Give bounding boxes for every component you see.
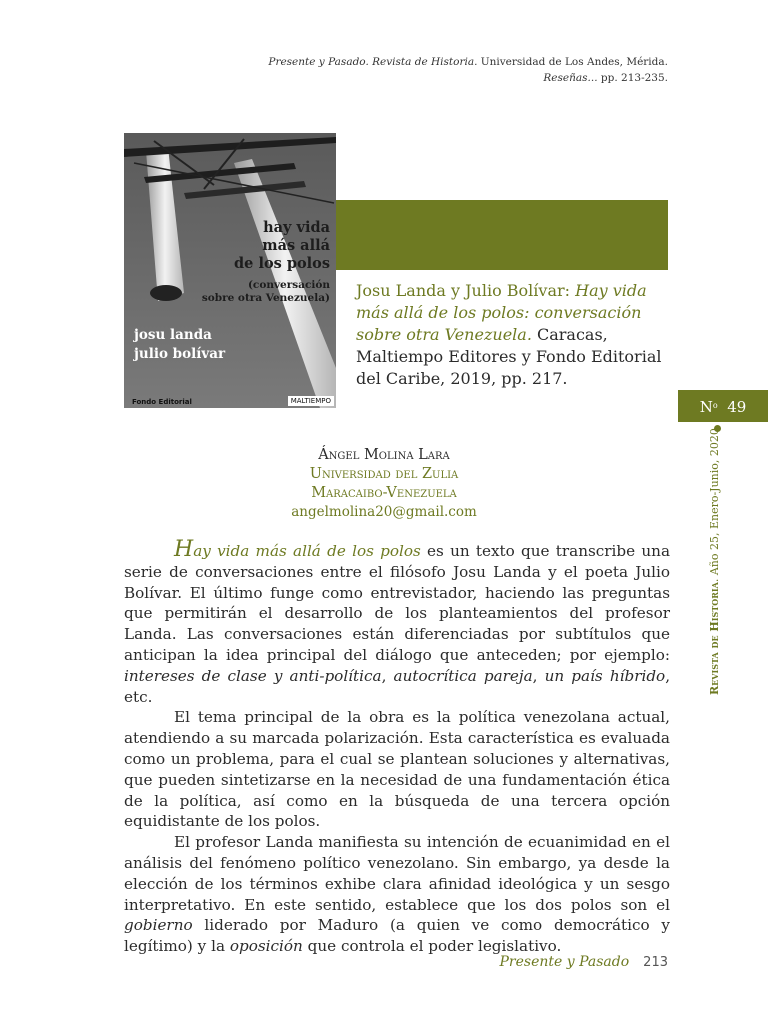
header-pages: pp. 213-235. bbox=[600, 72, 668, 84]
review-body bbox=[124, 537, 671, 957]
footer-journal: Presente y Pasado bbox=[499, 954, 630, 970]
side-journal-label bbox=[700, 428, 730, 695]
citation-details: Caracas, Maltiempo Editores y Fondo Editorial del Caribe, 2019, pp. 217. bbox=[356, 325, 662, 388]
cover-authors: josu landa julio bolívar bbox=[134, 327, 226, 362]
header-section: Reseñas... bbox=[543, 72, 598, 84]
reviewer-location: Maracaibo-Venezuela bbox=[311, 485, 457, 501]
citation-authors: Josu Landa y Julio Bolívar: bbox=[356, 281, 571, 300]
paragraph-2: El tema principal de la obra es la política venezolana actual, atendiendo a su marcada polarización. Esta característica es evaluada como un problema, para el cual se plantean soluciones y alternativas, que pueden sintetizarse en la necesidad de una fundamentación ética de la política, así como en la búsqueda de una tercera opción equidistante de los polos. bbox=[124, 708, 670, 831]
reviewer-affiliation: Universidad del Zulia bbox=[309, 466, 459, 482]
header-institution: Universidad de Los Andes, Mérida. bbox=[480, 56, 668, 68]
olive-banner bbox=[336, 200, 668, 270]
cover-publisher-logo: MALTIEMPO bbox=[288, 396, 334, 406]
running-header bbox=[268, 54, 668, 86]
reviewer-email[interactable]: angelmolina20@gmail.com bbox=[291, 504, 477, 520]
header-journal: Presente y Pasado. Revista de Historia. bbox=[268, 56, 478, 68]
page-number: 213 bbox=[643, 955, 668, 970]
issue-number: 49 bbox=[727, 398, 747, 416]
paragraph-3: El profesor Landa manifiesta su intención de ecuanimidad en el análisis del fenómeno político venezolano. Sin embargo, ya desde la elección de los términos exhibe clara afinidad ideológica y un sesgo interpretativo. En este sentido, establece que los dos polos son el gobierno liderado por Maduro (a quien ve como democrático y legítimo) y la oposición que controla el poder legislativo. bbox=[124, 833, 670, 956]
book-cover-image bbox=[124, 133, 336, 408]
citation-title: Hay vida más allá de los polos: conversación sobre otra Venezuela. bbox=[356, 281, 647, 344]
cover-subtitle: (conversación sobre otra Venezuela) bbox=[201, 279, 330, 304]
cover-title: hay vida más allá de los polos bbox=[234, 219, 330, 272]
reviewer-block bbox=[250, 446, 518, 522]
drop-cap: H bbox=[174, 537, 194, 562]
reviewer-name: Ángel Molina Lara bbox=[318, 447, 450, 463]
paragraph-1: Hay vida más allá de los polos es un texto que transcribe una serie de conversaciones entre el filósofo Josu Landa y el poeta Julio Bolívar. El último funge como entrevistador, haciendo las preguntas que permitirán el desarrollo de los planteamientos del profesor Landa. Las conversaciones están diferenciadas por subtítulos que anticipan la idea principal del diálogo que anteceden; por ejemplo: intereses de clase y anti-política, autocrítica pareja, un país híbrido, etc. bbox=[124, 537, 671, 706]
issue-number-tab: $N^o$ 49 bbox=[678, 390, 768, 422]
book-citation bbox=[356, 280, 670, 390]
cover-fondo-label: Fondo Editorial bbox=[132, 398, 192, 406]
page-footer bbox=[500, 954, 669, 970]
side-issue-date: . Año 25, Enero-Junio, 2020 bbox=[708, 428, 721, 583]
side-journal-name: Revista de Historia bbox=[708, 582, 721, 695]
